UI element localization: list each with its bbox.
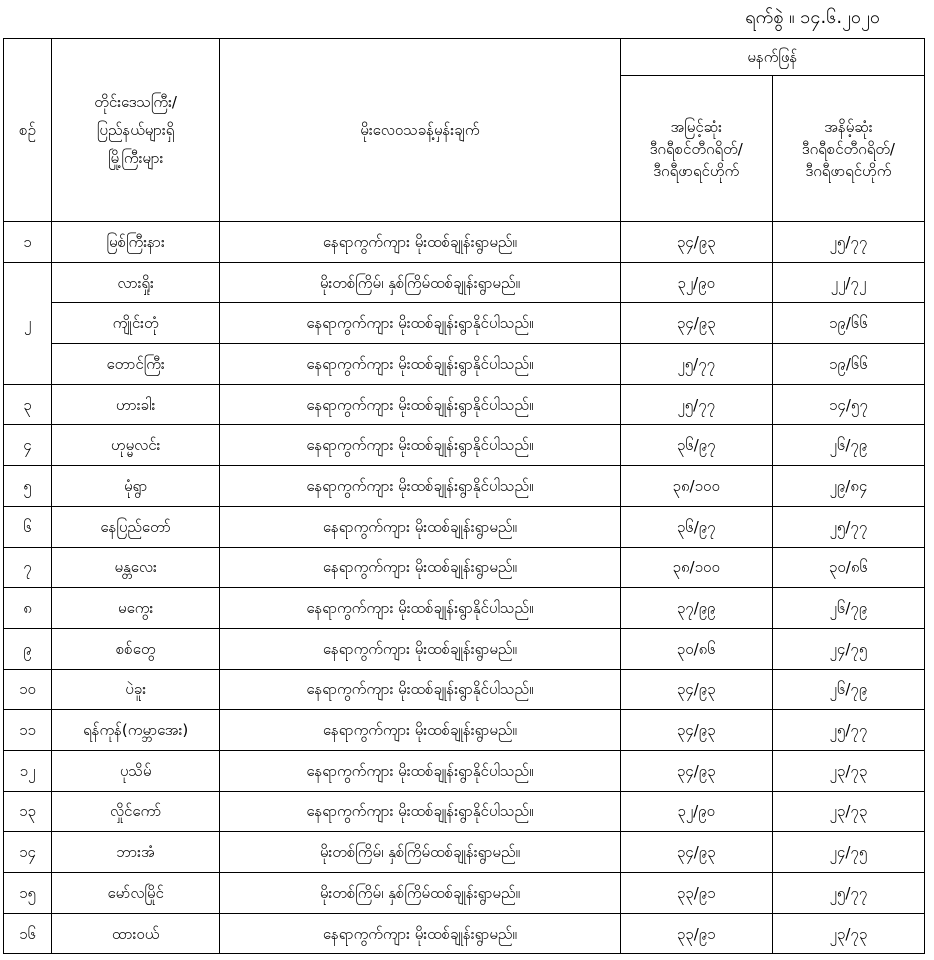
table-row: [4, 344, 925, 385]
header-min-line: အနိမ့်ဆုံး: [824, 117, 873, 136]
forecast-cell: နေရာကွက်ကျား မိုးထစ်ချုန်းရွာမည်။: [220, 628, 620, 669]
city-cell: မန္တလေး: [52, 547, 220, 588]
min-temp-cell: ၂၃/၇၃: [772, 750, 924, 791]
min-temp-cell: ၂၄/၇၅: [772, 628, 924, 669]
max-temp-cell: ၃၆/၉၇: [620, 506, 772, 547]
min-temp-cell: ၃၀/၈၆: [772, 547, 924, 588]
min-temp-cell: ၁၉/၆၆: [772, 344, 924, 385]
forecast-cell: နေရာကွက်ကျား မိုးထစ်ချုန်းရွာနိုင်ပါသည်။: [220, 425, 620, 466]
min-temp-cell: ၂၃/၇၃: [772, 913, 924, 954]
min-temp-cell: ၂၆/၇၉: [772, 588, 924, 629]
table-row: [4, 425, 925, 466]
table-row: [4, 750, 925, 791]
min-temp-cell: ၂၅/၇၇: [772, 222, 924, 263]
serial-no-cell: ၆: [4, 506, 52, 547]
city-cell: ဟုမ္မလင်း: [52, 425, 220, 466]
city-cell: နေပြည်တော်: [52, 506, 220, 547]
table-row: [4, 262, 925, 303]
max-temp-cell: ၃၂/၉၀: [620, 791, 772, 832]
min-temp-cell: ၂၆/၇၉: [772, 669, 924, 710]
min-temp-cell: ၂၄/၇၅: [772, 832, 924, 873]
serial-no-cell: ၁: [4, 222, 52, 263]
forecast-cell: နေရာကွက်ကျား မိုးထစ်ချုန်းရွာမည်။: [220, 506, 620, 547]
table-row: [4, 506, 925, 547]
serial-no-cell: ၁၂: [4, 750, 52, 791]
min-temp-cell: ၂၅/၇၇: [772, 873, 924, 914]
header-max-line: ဒီဂရီစင်တီဂရိတ်/: [649, 139, 743, 158]
forecast-cell: နေရာကွက်ကျား မိုးထစ်ချုန်းရွာနိုင်ပါသည်။: [220, 466, 620, 507]
serial-no-cell: ၁၁: [4, 710, 52, 751]
max-temp-cell: ၃၃/၉၁: [620, 873, 772, 914]
min-temp-cell: ၂၉/၈၄: [772, 466, 924, 507]
forecast-cell: နေရာကွက်ကျား မိုးထစ်ချုန်းရွာနိုင်ပါသည်။: [220, 384, 620, 425]
forecast-rows: [4, 222, 925, 954]
city-cell: ထားဝယ်: [52, 913, 220, 954]
min-temp-cell: ၂၆/၇၉: [772, 425, 924, 466]
city-cell: လှိုင်ကော်: [52, 791, 220, 832]
city-cell: ပဲခူး: [52, 669, 220, 710]
report-date: ရက်စွဲ ။ ၁၄.၆.၂၀၂၀: [745, 7, 880, 28]
max-temp-cell: ၂၅/၇၇: [620, 344, 772, 385]
serial-no-cell: ၂: [4, 262, 52, 384]
max-temp-cell: ၃၈/၁၀၀: [620, 466, 772, 507]
header-max-line: ဒီဂရီဖာရင်ဟိုက်: [653, 161, 740, 180]
city-cell: ပုသိမ်: [52, 750, 220, 791]
max-temp-cell: ၃၄/၉၃: [620, 832, 772, 873]
table-row: [4, 791, 925, 832]
max-temp-cell: ၃၄/၉၃: [620, 710, 772, 751]
city-cell: ဟားခါး: [52, 384, 220, 425]
city-cell: တောင်ကြီး: [52, 344, 220, 385]
table-row: [4, 303, 925, 344]
header-min-line: ဒီဂရီဖာရင်ဟိုက်: [805, 161, 892, 180]
table-row: [4, 669, 925, 710]
city-cell: မော်လမြိုင်: [52, 873, 220, 914]
min-temp-cell: ၁၄/၅၇: [772, 384, 924, 425]
max-temp-cell: ၃၄/၉၃: [620, 669, 772, 710]
serial-no-cell: ၉: [4, 628, 52, 669]
table-row: [4, 873, 925, 914]
forecast-cell: နေရာကွက်ကျား မိုးထစ်ချုန်းရွာနိုင်ပါသည်။: [220, 344, 620, 385]
forecast-cell: နေရာကွက်ကျား မိုးထစ်ချုန်းရွာမည်။: [220, 222, 620, 263]
max-temp-cell: ၃၇/၉၉: [620, 588, 772, 629]
forecast-cell: နေရာကွက်ကျား မိုးထစ်ချုန်းရွာမည်။: [220, 710, 620, 751]
serial-no-cell: ၁၆: [4, 913, 52, 954]
serial-no-cell: ၃: [4, 384, 52, 425]
header-serial-no: စဉ်: [4, 39, 52, 222]
header-max-temp: [620, 76, 772, 222]
city-cell: ကျိုင်းတုံ: [52, 303, 220, 344]
max-temp-cell: ၃၃/၉၁: [620, 913, 772, 954]
city-cell: မကွေး: [52, 588, 220, 629]
max-temp-cell: ၃၂/၉၀: [620, 262, 772, 303]
max-temp-cell: ၃၄/၉၃: [620, 222, 772, 263]
min-temp-cell: ၂၂/၇၂: [772, 262, 924, 303]
serial-no-cell: ၁၀: [4, 669, 52, 710]
serial-no-cell: ၈: [4, 588, 52, 629]
forecast-cell: နေရာကွက်ကျား မိုးထစ်ချုန်းရွာမည်။: [220, 547, 620, 588]
header-region-line: ပြည်နယ်များရှိ: [96, 121, 175, 139]
table-row: [4, 710, 925, 751]
serial-no-cell: ၇: [4, 547, 52, 588]
table-row: [4, 384, 925, 425]
city-cell: လားရှိုး: [52, 262, 220, 303]
forecast-cell: မိုးတစ်ကြိမ်၊ နှစ်ကြိမ်ထစ်ချုန်းရွာမည်။: [220, 262, 620, 303]
city-cell: ရန်ကုန်(ကမ္ဘာအေး): [52, 710, 220, 751]
city-cell: စစ်တွေ: [52, 628, 220, 669]
table-row: [4, 588, 925, 629]
header-region-cities: [52, 39, 220, 222]
min-temp-cell: ၂၅/၇၇: [772, 710, 924, 751]
forecast-cell: နေရာကွက်ကျား မိုးထစ်ချုန်းရွာနိုင်ပါသည်။: [220, 303, 620, 344]
min-temp-cell: ၂၃/၇၃: [772, 791, 924, 832]
header-tomorrow: မနက်ဖြန်: [620, 39, 924, 76]
table-row: [4, 547, 925, 588]
serial-no-cell: ၅: [4, 466, 52, 507]
max-temp-cell: ၃၀/၈၆: [620, 628, 772, 669]
table-row: [4, 832, 925, 873]
serial-no-cell: ၁၄: [4, 832, 52, 873]
weather-forecast-table: [3, 38, 925, 954]
forecast-cell: နေရာကွက်ကျား မိုးထစ်ချုန်းရွာနိုင်ပါသည်။: [220, 669, 620, 710]
table-row: [4, 222, 925, 263]
table-row: [4, 466, 925, 507]
city-cell: မုံရွာ: [52, 466, 220, 507]
max-temp-cell: ၃၄/၉၃: [620, 303, 772, 344]
forecast-cell: နေရာကွက်ကျား မိုးထစ်ချုန်းရွာနိုင်ပါသည်။: [220, 791, 620, 832]
header-max-line: အမြင့်ဆုံး: [670, 117, 722, 136]
min-temp-cell: ၂၅/၇၇: [772, 506, 924, 547]
city-cell: မြစ်ကြီးနား: [52, 222, 220, 263]
serial-no-cell: ၁၅: [4, 873, 52, 914]
max-temp-cell: ၃၆/၉၇: [620, 425, 772, 466]
forecast-cell: မိုးတစ်ကြိမ်၊ နှစ်ကြိမ်ထစ်ချုန်းရွာမည်။: [220, 832, 620, 873]
min-temp-cell: ၁၉/၆၆: [772, 303, 924, 344]
forecast-cell: နေရာကွက်ကျား မိုးထစ်ချုန်းရွာမည်။: [220, 913, 620, 954]
header-region-line: တိုင်းဒေသကြီး/: [94, 93, 177, 111]
serial-no-cell: ၄: [4, 425, 52, 466]
max-temp-cell: ၂၅/၇၇: [620, 384, 772, 425]
header-min-line: ဒီဂရီစင်တီဂရိတ်/: [801, 139, 895, 158]
forecast-cell: မိုးတစ်ကြိမ်၊ နှစ်ကြိမ်ထစ်ချုန်းရွာမည်။: [220, 873, 620, 914]
max-temp-cell: ၃၄/၉၃: [620, 750, 772, 791]
forecast-cell: နေရာကွက်ကျား မိုးထစ်ချုန်းရွာနိုင်ပါသည်။: [220, 750, 620, 791]
header-forecast: မိုးလေဝသခန့်မှန်းချက်: [220, 39, 620, 222]
max-temp-cell: ၃၈/၁၀၀: [620, 547, 772, 588]
table-row: [4, 628, 925, 669]
city-cell: ဘားအံ: [52, 832, 220, 873]
forecast-cell: နေရာကွက်ကျား မိုးထစ်ချုန်းရွာနိုင်ပါသည်။: [220, 588, 620, 629]
header-region-line: မြို့ကြီးများ: [107, 149, 164, 167]
table-row: [4, 913, 925, 954]
serial-no-cell: ၁၃: [4, 791, 52, 832]
header-min-temp: [772, 76, 924, 222]
